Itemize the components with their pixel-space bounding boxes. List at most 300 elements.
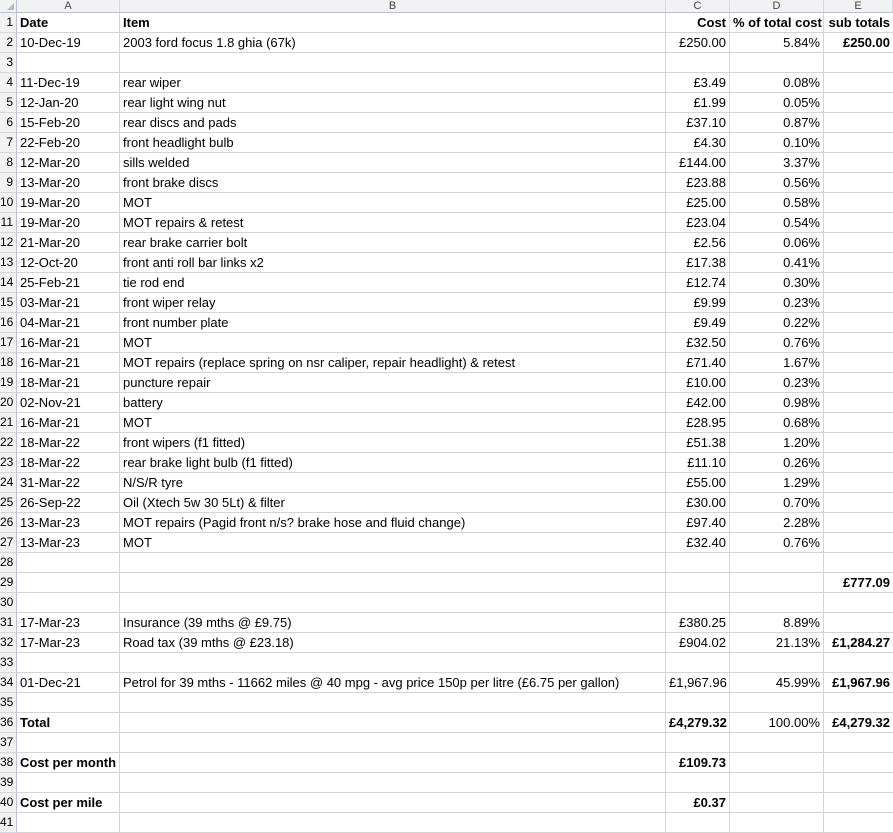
cell-c[interactable]: £1,967.96 — [666, 673, 730, 693]
table-row — [17, 53, 893, 73]
row-number: 12 — [0, 235, 14, 249]
table-row — [17, 513, 893, 533]
cell-d[interactable]: 5.84% — [730, 33, 824, 53]
cell-b[interactable] — [120, 713, 666, 733]
cell-e[interactable] — [824, 753, 893, 773]
cell-a[interactable]: 18-Mar-22 — [17, 453, 120, 473]
row-header[interactable] — [0, 793, 17, 813]
cell-c[interactable]: £32.50 — [666, 333, 730, 353]
cell-c[interactable]: £9.99 — [666, 293, 730, 313]
cell-c[interactable]: £109.73 — [666, 753, 730, 773]
cell-c[interactable]: £9.49 — [666, 313, 730, 333]
cell-d[interactable]: 0.54% — [730, 213, 824, 233]
cell-a[interactable]: 18-Mar-21 — [17, 373, 120, 393]
cell-c[interactable] — [666, 733, 730, 753]
cell-e[interactable] — [824, 493, 893, 513]
row-header[interactable] — [0, 493, 17, 513]
cell-c[interactable] — [666, 693, 730, 713]
cell-a[interactable] — [17, 733, 120, 753]
cell-d[interactable] — [730, 53, 824, 73]
cell-e[interactable] — [824, 733, 893, 753]
cell-a[interactable]: 17-Mar-23 — [17, 613, 120, 633]
cell-d[interactable]: 0.08% — [730, 73, 824, 93]
row-header[interactable] — [0, 813, 17, 833]
cell-a[interactable] — [17, 693, 120, 713]
row-header[interactable] — [0, 613, 17, 633]
cell-c[interactable]: £55.00 — [666, 473, 730, 493]
row-number: 8 — [6, 155, 13, 169]
row-header[interactable] — [0, 633, 17, 653]
cell-c[interactable]: £28.95 — [666, 413, 730, 433]
select-all-corner[interactable] — [0, 0, 17, 13]
cell-b[interactable] — [120, 793, 666, 813]
cell-c[interactable]: £32.40 — [666, 533, 730, 553]
cell-b[interactable] — [120, 813, 666, 833]
cell-a[interactable]: 16-Mar-21 — [17, 353, 120, 373]
cell-a[interactable]: 19-Mar-20 — [17, 193, 120, 213]
cell-b[interactable] — [120, 693, 666, 713]
table-row — [17, 173, 893, 193]
cell-d[interactable]: 2.28% — [730, 513, 824, 533]
cell-e[interactable] — [824, 153, 893, 173]
cell-e[interactable] — [824, 353, 893, 373]
row-header[interactable] — [0, 773, 17, 793]
row-number: 33 — [0, 655, 14, 669]
cell-a[interactable]: 31-Mar-22 — [17, 473, 120, 493]
row-number: 35 — [0, 695, 14, 709]
cell-b[interactable]: rear light wing nut — [120, 93, 666, 113]
cell-e[interactable] — [824, 233, 893, 253]
cell-b[interactable]: front brake discs — [120, 173, 666, 193]
table-row — [17, 93, 893, 113]
cell-c[interactable]: £1.99 — [666, 93, 730, 113]
cell-b[interactable]: front headlight bulb — [120, 133, 666, 153]
cell-d[interactable]: 0.56% — [730, 173, 824, 193]
cell-a[interactable]: 12-Mar-20 — [17, 153, 120, 173]
row-header[interactable] — [0, 513, 17, 533]
cell-d[interactable]: 1.67% — [730, 353, 824, 373]
cell-e[interactable]: £1,967.96 — [824, 673, 893, 693]
row-header[interactable] — [0, 413, 17, 433]
cell-d[interactable]: 0.76% — [730, 333, 824, 353]
cell-b[interactable]: Insurance (39 mths @ £9.75) — [120, 613, 666, 633]
cell-d[interactable]: 0.10% — [730, 133, 824, 153]
cell-e[interactable] — [824, 53, 893, 73]
cell-b[interactable]: battery — [120, 393, 666, 413]
cell-e[interactable] — [824, 473, 893, 493]
cell-e[interactable] — [824, 73, 893, 93]
cell-c[interactable]: £380.25 — [666, 613, 730, 633]
cell-c[interactable]: £3.49 — [666, 73, 730, 93]
row-header[interactable] — [0, 333, 17, 353]
cell-b[interactable]: front wipers (f1 fitted) — [120, 433, 666, 453]
cell-a[interactable]: 18-Mar-22 — [17, 433, 120, 453]
cell-a[interactable]: 02-Nov-21 — [17, 393, 120, 413]
cell-c[interactable] — [666, 573, 730, 593]
row-number: 14 — [0, 275, 14, 289]
cell-c[interactable] — [666, 53, 730, 73]
cell-b[interactable]: Petrol for 39 mths - 11662 miles @ 40 mpg - avg price 150p per litre (£6.75 per gallon) — [120, 673, 666, 693]
cell-a[interactable] — [17, 813, 120, 833]
cell-e[interactable] — [824, 813, 893, 833]
row-number: 38 — [0, 755, 14, 769]
row-header[interactable] — [0, 93, 17, 113]
cell-b[interactable] — [120, 753, 666, 773]
cell-a[interactable] — [17, 593, 120, 613]
cell-e[interactable] — [824, 513, 893, 533]
cell-e[interactable] — [824, 393, 893, 413]
cell-c[interactable]: £4,279.32 — [666, 713, 730, 733]
row-header[interactable] — [0, 13, 17, 33]
cell-e[interactable] — [824, 793, 893, 813]
cell-c[interactable]: £2.56 — [666, 233, 730, 253]
cell-e[interactable]: £777.09 — [824, 573, 893, 593]
cell-b[interactable] — [120, 773, 666, 793]
cell-d[interactable]: 0.98% — [730, 393, 824, 413]
row-header[interactable] — [0, 373, 17, 393]
cell-d[interactable]: 0.70% — [730, 493, 824, 513]
cell-a[interactable] — [17, 773, 120, 793]
cell-b[interactable]: MOT repairs & retest — [120, 213, 666, 233]
select-all-triangle-icon — [7, 3, 14, 10]
cell-a[interactable]: 01-Dec-21 — [17, 673, 120, 693]
cell-e[interactable] — [824, 173, 893, 193]
cell-e[interactable]: sub totals — [824, 13, 893, 33]
cell-d[interactable]: 0.76% — [730, 533, 824, 553]
cell-c[interactable]: £97.40 — [666, 513, 730, 533]
cell-b[interactable]: front anti roll bar links x2 — [120, 253, 666, 273]
cell-e[interactable] — [824, 453, 893, 473]
row-header[interactable] — [0, 233, 17, 253]
table-row — [17, 533, 893, 553]
row-header[interactable] — [0, 653, 17, 673]
table-row — [17, 353, 893, 373]
row-number: 10 — [0, 195, 14, 209]
table-row — [17, 573, 893, 593]
cell-e[interactable] — [824, 373, 893, 393]
cell-a[interactable]: 16-Mar-21 — [17, 413, 120, 433]
cell-c[interactable] — [666, 593, 730, 613]
cell-e[interactable] — [824, 293, 893, 313]
row-header[interactable] — [0, 533, 17, 553]
cell-c[interactable]: £23.04 — [666, 213, 730, 233]
cell-b[interactable]: MOT — [120, 193, 666, 213]
row-header[interactable] — [0, 33, 17, 53]
row-number: 13 — [0, 255, 14, 269]
cell-b[interactable]: sills welded — [120, 153, 666, 173]
cell-c[interactable]: £37.10 — [666, 113, 730, 133]
row-number: 3 — [6, 55, 13, 69]
cell-d[interactable] — [730, 733, 824, 753]
cell-e[interactable] — [824, 193, 893, 213]
cell-a[interactable] — [17, 553, 120, 573]
cell-d[interactable]: 0.68% — [730, 413, 824, 433]
cell-c[interactable]: £0.37 — [666, 793, 730, 813]
cell-c[interactable]: Cost — [666, 13, 730, 33]
cell-a[interactable]: 21-Mar-20 — [17, 233, 120, 253]
table-row — [17, 393, 893, 413]
row-number: 32 — [0, 635, 14, 649]
cell-d[interactable]: 1.20% — [730, 433, 824, 453]
cell-a[interactable]: Cost per month — [17, 753, 120, 773]
cell-d[interactable]: 0.30% — [730, 273, 824, 293]
table-row — [17, 153, 893, 173]
cell-d[interactable] — [730, 693, 824, 713]
cell-b[interactable]: Oil (Xtech 5w 30 5Lt) & filter — [120, 493, 666, 513]
cell-c[interactable]: £4.30 — [666, 133, 730, 153]
cell-e[interactable]: £1,284.27 — [824, 633, 893, 653]
cell-a[interactable] — [17, 53, 120, 73]
cell-c[interactable]: £11.10 — [666, 453, 730, 473]
cell-c[interactable] — [666, 653, 730, 673]
cell-d[interactable]: 0.06% — [730, 233, 824, 253]
row-number: 37 — [0, 735, 14, 749]
cell-b[interactable]: rear wiper — [120, 73, 666, 93]
cell-a[interactable] — [17, 573, 120, 593]
cell-e[interactable] — [824, 313, 893, 333]
cell-b[interactable] — [120, 573, 666, 593]
cell-e[interactable] — [824, 113, 893, 133]
row-header[interactable] — [0, 253, 17, 273]
row-number: 6 — [6, 115, 13, 129]
cell-b[interactable]: Road tax (39 mths @ £23.18) — [120, 633, 666, 653]
cell-d[interactable]: % of total cost — [730, 13, 824, 33]
cell-c[interactable]: £904.02 — [666, 633, 730, 653]
cell-d[interactable]: 0.26% — [730, 453, 824, 473]
table-row — [17, 373, 893, 393]
cell-d[interactable] — [730, 553, 824, 573]
row-header[interactable] — [0, 173, 17, 193]
cell-c[interactable]: £71.40 — [666, 353, 730, 373]
row-header[interactable] — [0, 153, 17, 173]
table-row — [17, 813, 893, 833]
row-header[interactable] — [0, 693, 17, 713]
column-header-d[interactable]: D — [730, 0, 824, 13]
cell-b[interactable]: puncture repair — [120, 373, 666, 393]
row-header[interactable] — [0, 393, 17, 413]
cell-a[interactable]: 11-Dec-19 — [17, 73, 120, 93]
row-header[interactable] — [0, 193, 17, 213]
cell-b[interactable]: Item — [120, 13, 666, 33]
cell-a[interactable]: 04-Mar-21 — [17, 313, 120, 333]
row-header[interactable] — [0, 353, 17, 373]
row-header[interactable] — [0, 593, 17, 613]
cell-b[interactable] — [120, 593, 666, 613]
cell-c[interactable]: £17.38 — [666, 253, 730, 273]
row-number: 1 — [6, 15, 13, 29]
cell-c[interactable]: £144.00 — [666, 153, 730, 173]
table-row — [17, 313, 893, 333]
cell-c[interactable]: £30.00 — [666, 493, 730, 513]
cell-e[interactable] — [824, 413, 893, 433]
cell-c[interactable] — [666, 773, 730, 793]
column-header-c[interactable]: C — [666, 0, 730, 13]
cell-b[interactable]: 2003 ford focus 1.8 ghia (67k) — [120, 33, 666, 53]
cell-e[interactable] — [824, 433, 893, 453]
row-number: 22 — [0, 435, 14, 449]
cell-d[interactable]: 100.00% — [730, 713, 824, 733]
row-header[interactable] — [0, 433, 17, 453]
cell-d[interactable]: 45.99% — [730, 673, 824, 693]
cell-c[interactable]: £42.00 — [666, 393, 730, 413]
row-header[interactable] — [0, 313, 17, 333]
cell-e[interactable]: £250.00 — [824, 33, 893, 53]
cell-d[interactable]: 3.37% — [730, 153, 824, 173]
cell-e[interactable] — [824, 593, 893, 613]
cell-b[interactable] — [120, 53, 666, 73]
row-header[interactable] — [0, 573, 17, 593]
cell-a[interactable]: 12-Oct-20 — [17, 253, 120, 273]
table-row — [17, 693, 893, 713]
table-row — [17, 333, 893, 353]
cell-a[interactable]: 13-Mar-23 — [17, 513, 120, 533]
cell-b[interactable] — [120, 733, 666, 753]
cell-d[interactable]: 8.89% — [730, 613, 824, 633]
table-row — [17, 733, 893, 753]
cell-b[interactable]: front number plate — [120, 313, 666, 333]
cell-d[interactable]: 0.58% — [730, 193, 824, 213]
table-row — [17, 593, 893, 613]
row-number: 31 — [0, 615, 14, 629]
cell-b[interactable]: rear discs and pads — [120, 113, 666, 133]
row-number: 4 — [6, 75, 13, 89]
column-header-e[interactable]: E — [824, 0, 893, 13]
row-number: 19 — [0, 375, 14, 389]
cell-a[interactable]: 25-Feb-21 — [17, 273, 120, 293]
table-row — [17, 453, 893, 473]
row-number: 16 — [0, 315, 14, 329]
cell-b[interactable]: MOT — [120, 333, 666, 353]
cell-a[interactable] — [17, 653, 120, 673]
cell-e[interactable] — [824, 93, 893, 113]
cell-b[interactable]: N/S/R tyre — [120, 473, 666, 493]
row-number: 26 — [0, 515, 14, 529]
cell-b[interactable]: MOT repairs (replace spring on nsr caliper, repair headlight) & retest — [120, 353, 666, 373]
row-header[interactable] — [0, 733, 17, 753]
cell-c[interactable]: £51.38 — [666, 433, 730, 453]
cell-d[interactable]: 0.41% — [730, 253, 824, 273]
cell-a[interactable]: 10-Dec-19 — [17, 33, 120, 53]
table-row — [17, 653, 893, 673]
row-header[interactable] — [0, 53, 17, 73]
table-row — [17, 213, 893, 233]
cell-b[interactable]: front wiper relay — [120, 293, 666, 313]
cell-c[interactable] — [666, 813, 730, 833]
cell-e[interactable] — [824, 253, 893, 273]
cell-a[interactable]: 19-Mar-20 — [17, 213, 120, 233]
row-header[interactable] — [0, 273, 17, 293]
table-row — [17, 493, 893, 513]
cell-d[interactable] — [730, 753, 824, 773]
cell-c[interactable] — [666, 553, 730, 573]
cell-e[interactable] — [824, 773, 893, 793]
cell-d[interactable] — [730, 653, 824, 673]
cell-a[interactable]: 15-Feb-20 — [17, 113, 120, 133]
table-row — [17, 553, 893, 573]
cell-e[interactable] — [824, 653, 893, 673]
cell-e[interactable] — [824, 553, 893, 573]
column-header-b[interactable]: B — [120, 0, 666, 13]
cell-a[interactable]: 13-Mar-23 — [17, 533, 120, 553]
cell-a[interactable]: Total — [17, 713, 120, 733]
cell-a[interactable]: 13-Mar-20 — [17, 173, 120, 193]
cell-b[interactable] — [120, 653, 666, 673]
row-header[interactable] — [0, 713, 17, 733]
cell-b[interactable]: MOT — [120, 413, 666, 433]
row-number: 18 — [0, 355, 14, 369]
row-number: 39 — [0, 775, 14, 789]
row-header[interactable] — [0, 473, 17, 493]
cell-a[interactable]: Date — [17, 13, 120, 33]
row-header[interactable] — [0, 673, 17, 693]
cell-a[interactable]: 22-Feb-20 — [17, 133, 120, 153]
cell-c[interactable]: £23.88 — [666, 173, 730, 193]
cell-d[interactable]: 21.13% — [730, 633, 824, 653]
cell-d[interactable]: 1.29% — [730, 473, 824, 493]
cell-d[interactable]: 0.05% — [730, 93, 824, 113]
cell-d[interactable] — [730, 813, 824, 833]
cell-e[interactable] — [824, 613, 893, 633]
cell-d[interactable] — [730, 793, 824, 813]
cell-a[interactable]: Cost per mile — [17, 793, 120, 813]
cell-a[interactable]: 03-Mar-21 — [17, 293, 120, 313]
row-header[interactable] — [0, 753, 17, 773]
cell-b[interactable] — [120, 553, 666, 573]
cell-e[interactable]: £4,279.32 — [824, 713, 893, 733]
cell-e[interactable] — [824, 533, 893, 553]
cell-b[interactable]: MOT — [120, 533, 666, 553]
table-row — [17, 293, 893, 313]
cell-a[interactable]: 17-Mar-23 — [17, 633, 120, 653]
cell-d[interactable] — [730, 573, 824, 593]
cell-c[interactable]: £250.00 — [666, 33, 730, 53]
table-row — [17, 633, 893, 653]
cell-a[interactable]: 26-Sep-22 — [17, 493, 120, 513]
cell-b[interactable]: tie rod end — [120, 273, 666, 293]
cell-b[interactable]: MOT repairs (Pagid front n/s? brake hose and fluid change) — [120, 513, 666, 533]
row-header[interactable] — [0, 113, 17, 133]
row-header[interactable] — [0, 73, 17, 93]
column-header-a[interactable]: A — [17, 0, 120, 13]
cell-d[interactable]: 0.22% — [730, 313, 824, 333]
cell-e[interactable] — [824, 273, 893, 293]
cell-d[interactable] — [730, 773, 824, 793]
cell-e[interactable] — [824, 133, 893, 153]
cell-b[interactable]: rear brake light bulb (f1 fitted) — [120, 453, 666, 473]
row-header[interactable] — [0, 213, 17, 233]
row-number: 15 — [0, 295, 14, 309]
row-header[interactable] — [0, 133, 17, 153]
cell-d[interactable] — [730, 593, 824, 613]
cell-e[interactable] — [824, 693, 893, 713]
cell-e[interactable] — [824, 333, 893, 353]
cell-e[interactable] — [824, 213, 893, 233]
row-header[interactable] — [0, 453, 17, 473]
cell-d[interactable]: 0.23% — [730, 373, 824, 393]
table-row — [17, 433, 893, 453]
row-header[interactable] — [0, 293, 17, 313]
row-number: 2 — [6, 35, 13, 49]
cell-c[interactable]: £12.74 — [666, 273, 730, 293]
cell-c[interactable]: £10.00 — [666, 373, 730, 393]
cell-d[interactable]: 0.23% — [730, 293, 824, 313]
cell-a[interactable]: 16-Mar-21 — [17, 333, 120, 353]
cell-b[interactable]: rear brake carrier bolt — [120, 233, 666, 253]
row-header[interactable] — [0, 553, 17, 573]
cell-d[interactable]: 0.87% — [730, 113, 824, 133]
cell-a[interactable]: 12-Jan-20 — [17, 93, 120, 113]
cell-c[interactable]: £25.00 — [666, 193, 730, 213]
